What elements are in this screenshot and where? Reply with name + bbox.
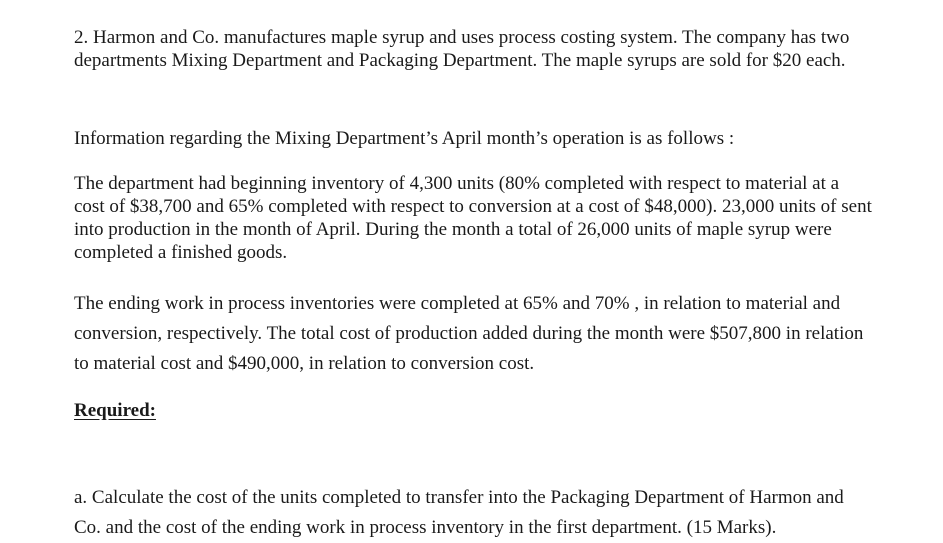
required-heading: Required:	[74, 400, 156, 421]
inventory-details: The department had beginning inventory of 4,300 units (80% completed with respect to material at a cost of $38,700 and 65% completed with respect to conversion at a cost of $48,000). 23,000 units of sent into production in the month of April. During the month a total of 26,000 units of maple syrup were completed a finished goods.	[74, 173, 872, 263]
info-heading: Information regarding the Mixing Department’s April month’s operation is as follows :	[74, 128, 735, 149]
part-a-question: a. Calculate the cost of the units completed to transfer into the Packaging Department of Harmon and Co. and the cost of the ending work in process inventory in the first department. (15 Marks).	[74, 487, 844, 538]
ending-wip-details: The ending work in process inventories were completed at 65% and 70% , in relation to material and conversion, respectively. The total cost of production added during the month were $507,800 in relation to material cost and $490,000, in relation to conversion cost.	[74, 293, 864, 374]
question-intro: 2. Harmon and Co. manufactures maple syrup and uses process costing system. The company has two departments Mixing Department and Packaging Department. The maple syrups are sold for $20 each.	[74, 27, 850, 71]
